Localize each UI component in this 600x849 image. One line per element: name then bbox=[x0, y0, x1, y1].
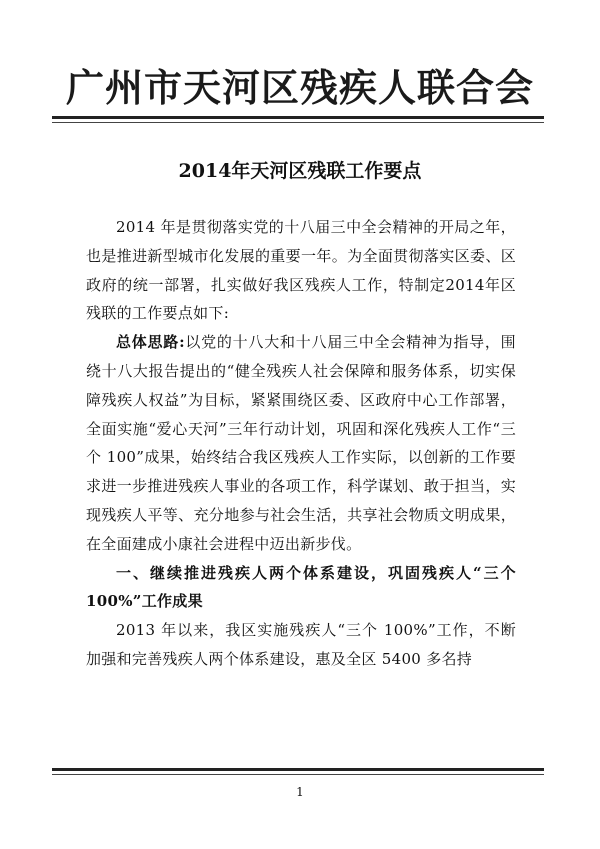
section-1-paragraph: 2013 年以来，我区实施残疾人“三个 100%”工作，不断加强和完善残疾人两个体系建设，惠及全区 5400 多名持 bbox=[86, 621, 516, 668]
letterhead-org-name: 广州市天河区残疾人联合会 bbox=[65, 66, 534, 110]
letterhead-rule-thin bbox=[52, 122, 544, 123]
footer-rule-thick bbox=[52, 768, 544, 771]
letterhead-rule-thick bbox=[52, 116, 544, 119]
general-approach-text: 以党的十八大和十八届三中全会精神为指导，围绕十八大报告提出的“健全残疾人社会保障和服务体系，切实保障残疾人权益”为目标，紧紧围绕区委、区政府中心工作部署，全面实施“爱心天河”三年行动计划，巩固和深化残疾人工作“三个 100”成果，始终结合我区残疾人工作实际，以创新的工作要求进一步推进残疾人事业的各项工作，科学谋划、敢于担当，实现残疾人平等、充分地参与社会生活，共享社会物质文明成果，在全面建成小康社会进程中迈出新步伐。 bbox=[86, 333, 516, 553]
footer-rule-thin bbox=[52, 774, 544, 775]
general-approach-paragraph bbox=[86, 328, 516, 558]
section-1-heading: 一、继续推进残疾人两个体系建设，巩固残疾人“三个 100%”工作成果 bbox=[86, 563, 516, 611]
general-approach-label: 总体思路: bbox=[116, 333, 185, 352]
document-body bbox=[86, 213, 516, 674]
intro-paragraph: 2014 年是贯彻落实党的十八届三中全会精神的开局之年，也是推进新型城市化发展的重要一年。为全面贯彻落实区委、区政府的统一部署，扎实做好我区残疾人工作，特制定2014年区残联的工作要点如下: bbox=[86, 218, 516, 323]
document-title: 2014年天河区残联工作要点 bbox=[178, 160, 422, 182]
page-number: 1 bbox=[296, 785, 304, 799]
